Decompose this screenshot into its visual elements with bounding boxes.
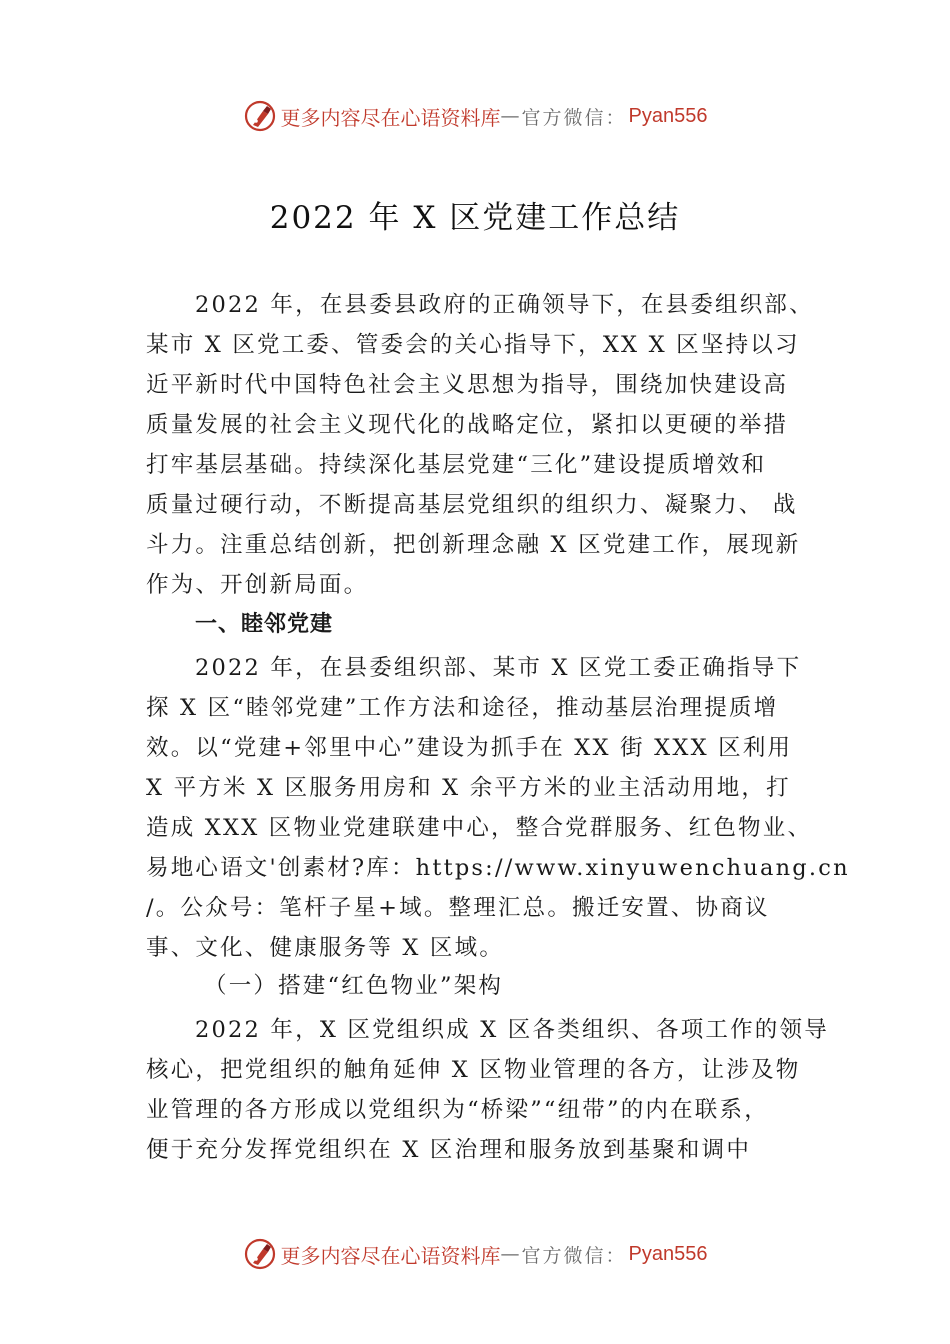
pen-nib-circle-icon bbox=[243, 99, 277, 133]
text-line: 质量发展的社会主义现代化的战略定位，紧扣以更硬的举措 bbox=[146, 412, 789, 438]
text-line: 作为、开创新局面。 bbox=[146, 572, 369, 598]
text-line: 质量过硬行动，不断提高基层党组织的组织力、凝聚力、 战 bbox=[146, 492, 798, 518]
watermark-id: Pyan556 bbox=[628, 104, 708, 127]
text-line: 某市 X 区党工委、管委会的关心指导下，XX X 区坚持以习 bbox=[146, 332, 800, 358]
text-line: 业管理的各方形成以党组织为“桥梁”“纽带”的内在联系， bbox=[146, 1097, 769, 1123]
text-line: 2022 年，在县委组织部、某市 X 区党工委正确指导下 bbox=[195, 655, 802, 681]
watermark-header bbox=[0, 94, 950, 138]
text-line: 核心，把党组织的触角延伸 X 区物业管理的各方，让涉及物 bbox=[146, 1057, 801, 1083]
subheading-text: （一）搭建“红色物业”架构 bbox=[204, 973, 504, 999]
watermark-id: Pyan556 bbox=[628, 1242, 708, 1265]
text-line: X 平方米 X 区服务用房和 X 余平方米的业主活动用地，打 bbox=[146, 775, 791, 801]
text-line: 斗力。注重总结创新，把创新理念融 X 区党建工作，展现新 bbox=[146, 532, 801, 558]
text-line: 效。以“党建+邻里中心”建设为抓手在 XX 街 XXX 区利用 bbox=[146, 735, 793, 761]
subsection-heading bbox=[146, 966, 810, 1006]
text-line: 造成 XXX 区物业党建联建中心，整合党群服务、红色物业、 bbox=[146, 815, 813, 841]
text-line: 易地心语文'创素材?库：https://www.xinyuwenchuang.cn bbox=[146, 855, 850, 881]
text-line: 2022 年，X 区党组织成 X 区各类组织、各项工作的领导 bbox=[195, 1017, 829, 1043]
watermark-sub-text: 官方微信： bbox=[521, 106, 627, 129]
paragraph-neighborhood bbox=[146, 648, 850, 968]
watermark-dash: — bbox=[500, 105, 522, 127]
watermark-footer bbox=[0, 1232, 950, 1276]
text-line: /。公众号：笔杆子星+域。整理汇总。搬迁安置、协商议 bbox=[146, 895, 770, 921]
text-line: 2022 年，在县委县政府的正确领导下，在县委组织部、 bbox=[195, 292, 814, 318]
watermark-dash: — bbox=[500, 1243, 522, 1265]
pen-nib-circle-icon bbox=[243, 1237, 277, 1271]
watermark-sub-text: 官方微信： bbox=[521, 1244, 627, 1267]
text-line: 便于充分发挥党组织在 X 区治理和服务放到基聚和调中 bbox=[146, 1137, 752, 1163]
watermark-main-text: 更多内容尽在心语资料库 bbox=[280, 105, 501, 130]
text-line: 近平新时代中国特色社会主义思想为指导，围绕加快建设高 bbox=[146, 372, 789, 398]
paragraph-intro bbox=[146, 285, 814, 605]
watermark-main-text: 更多内容尽在心语资料库 bbox=[280, 1243, 501, 1268]
heading-text: 一、睦邻党建 bbox=[195, 612, 334, 637]
text-line: 探 X 区“睦邻党建”工作方法和途径，推动基层治理提质增 bbox=[146, 695, 779, 721]
text-line: 事、文化、健康服务等 X 区域。 bbox=[146, 935, 505, 961]
document-title: 2022 年 X 区党建工作总结 bbox=[269, 200, 681, 236]
section-heading bbox=[146, 605, 810, 645]
paragraph-red-property bbox=[146, 1010, 829, 1170]
text-line: 打牢基层基础。持续深化基层党建“三化”建设提质增效和 bbox=[146, 452, 767, 478]
